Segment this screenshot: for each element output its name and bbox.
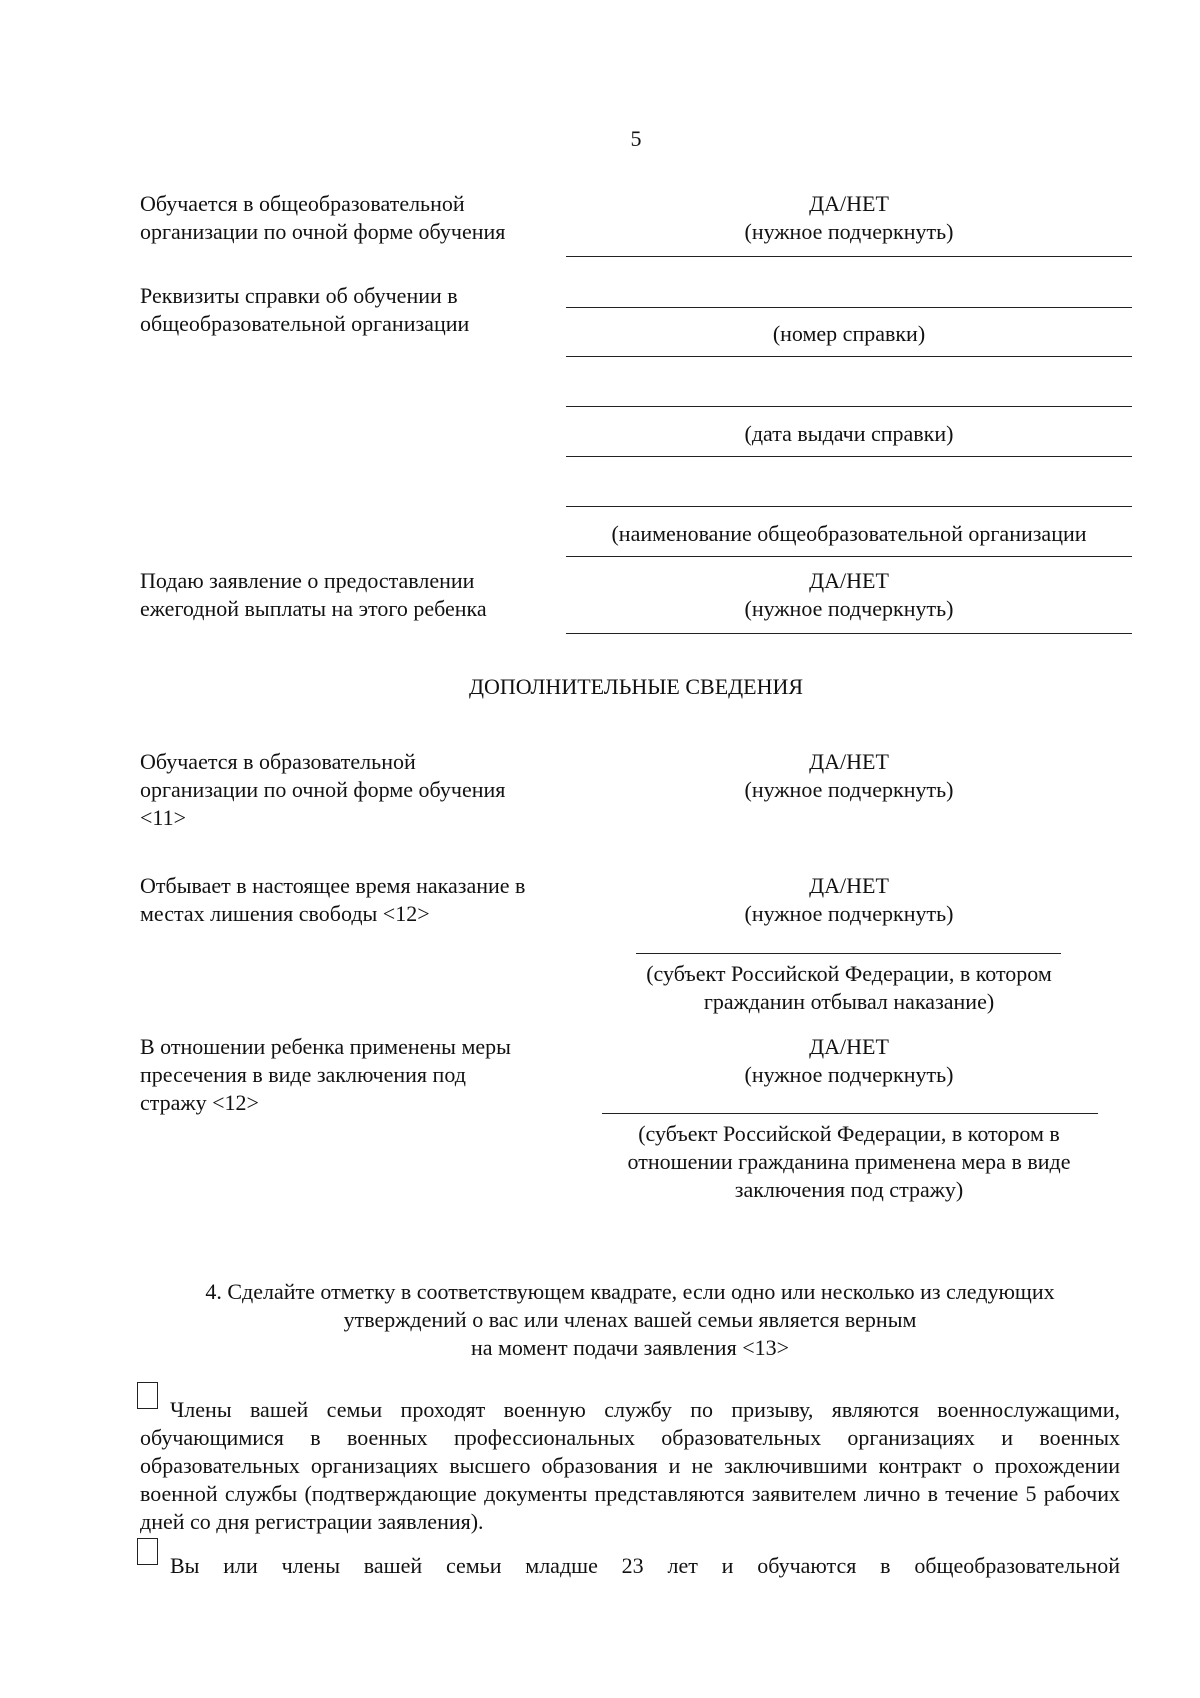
option-military-text — [140, 1396, 1120, 1536]
yes-no-option[interactable]: ДА/НЕТ — [809, 749, 889, 774]
certificate-number-caption: (номер справки) — [772, 321, 926, 346]
option-text: Члены вашей семьи проходят военную службу по призыву, являются военнослужащими, обучающимися в военных профессиональных образовательных организациях и военных образовательных организациях высшего образования и не заключившими контракт о прохождении военной службы (подтверждающие документы представляются заявителем лично в течение 5 рабочих дней со дня регистрации заявления). — [140, 1397, 1120, 1534]
section-title: ДОПОЛНИТЕЛЬНЫЕ СВЕДЕНИЯ — [468, 674, 804, 699]
hint-text: (нужное подчеркнуть) — [744, 777, 954, 802]
label-line: Обучается в общеобразовательной — [140, 191, 465, 216]
organization-name-caption: (наименование общеобразовательной организации — [611, 521, 1087, 546]
label-line: <11> — [140, 805, 186, 830]
label-line: Подаю заявление о предоставлении — [140, 568, 475, 593]
underline — [566, 256, 1132, 257]
row-studies-label — [140, 190, 570, 246]
heading-line: 4. Сделайте отметку в соответствующем квадрате, если одно или несколько из следующих — [205, 1279, 1055, 1304]
page-number: 5 — [630, 126, 642, 151]
hint-text: (нужное подчеркнуть) — [744, 901, 954, 926]
yes-no-option[interactable]: ДА/НЕТ — [809, 873, 889, 898]
certificate-date-field[interactable] — [566, 406, 1132, 407]
extra-sentence-answer — [566, 872, 1132, 928]
option-under23-text — [140, 1552, 1120, 1580]
certificate-date-caption: (дата выдачи справки) — [744, 421, 954, 446]
extra-sentence-label — [140, 872, 570, 928]
option-text: Вы или члены вашей семьи младше 23 лет и обучаются в общеобразовательной — [170, 1553, 1120, 1578]
custody-region-caption — [566, 1120, 1132, 1204]
region-caption — [566, 960, 1132, 1016]
region-field[interactable] — [636, 953, 1061, 954]
extra-custody-label — [140, 1033, 570, 1117]
label-line: ежегодной выплаты на этого ребенка — [140, 596, 487, 621]
custody-region-field[interactable] — [602, 1113, 1098, 1114]
row-application-answer — [566, 567, 1132, 623]
separator-line — [566, 556, 1132, 557]
heading-line: на момент подачи заявления <13> — [470, 1335, 790, 1360]
underline — [566, 633, 1132, 634]
caption-line: заключения под стражу) — [734, 1177, 964, 1202]
label-line: Реквизиты справки об обучении в — [140, 283, 458, 308]
yes-no-option[interactable]: ДА/НЕТ — [809, 568, 889, 593]
row-studies-answer — [566, 190, 1132, 246]
row-certificate-label — [140, 282, 570, 338]
label-line: Отбывает в настоящее время наказание в — [140, 873, 526, 898]
label-line: организации по очной форме обучения — [140, 219, 506, 244]
separator-line — [566, 456, 1132, 457]
separator-line — [566, 356, 1132, 357]
extra-studies-answer — [566, 748, 1132, 804]
label-line: В отношении ребенка применены меры — [140, 1034, 511, 1059]
extra-studies-label — [140, 748, 570, 832]
hint-text: (нужное подчеркнуть) — [744, 1062, 954, 1087]
heading-line: утверждений о вас или членах вашей семьи является верным — [343, 1307, 917, 1332]
extra-custody-answer — [566, 1033, 1132, 1089]
organization-name-field[interactable] — [566, 506, 1132, 507]
caption-line: (субъект Российской Федерации, в котором в — [638, 1121, 1060, 1146]
certificate-number-field[interactable] — [566, 307, 1132, 308]
label-line: общеобразовательной организации — [140, 311, 470, 336]
label-line: пресечения в виде заключения под — [140, 1062, 466, 1087]
hint-text: (нужное подчеркнуть) — [744, 219, 954, 244]
label-line: местах лишения свободы <12> — [140, 901, 430, 926]
label-line: организации по очной форме обучения — [140, 777, 506, 802]
label-line: Обучается в образовательной — [140, 749, 416, 774]
caption-line: отношении гражданина применена мера в виде — [627, 1149, 1071, 1174]
yes-no-option[interactable]: ДА/НЕТ — [809, 1034, 889, 1059]
yes-no-option[interactable]: ДА/НЕТ — [809, 191, 889, 216]
caption-line: (субъект Российской Федерации, в котором — [646, 961, 1052, 986]
caption-line: гражданин отбывал наказание) — [703, 989, 995, 1014]
label-line: стражу <12> — [140, 1090, 259, 1115]
row-application-label — [140, 567, 570, 623]
hint-text: (нужное подчеркнуть) — [744, 596, 954, 621]
point4-heading — [140, 1278, 1120, 1362]
